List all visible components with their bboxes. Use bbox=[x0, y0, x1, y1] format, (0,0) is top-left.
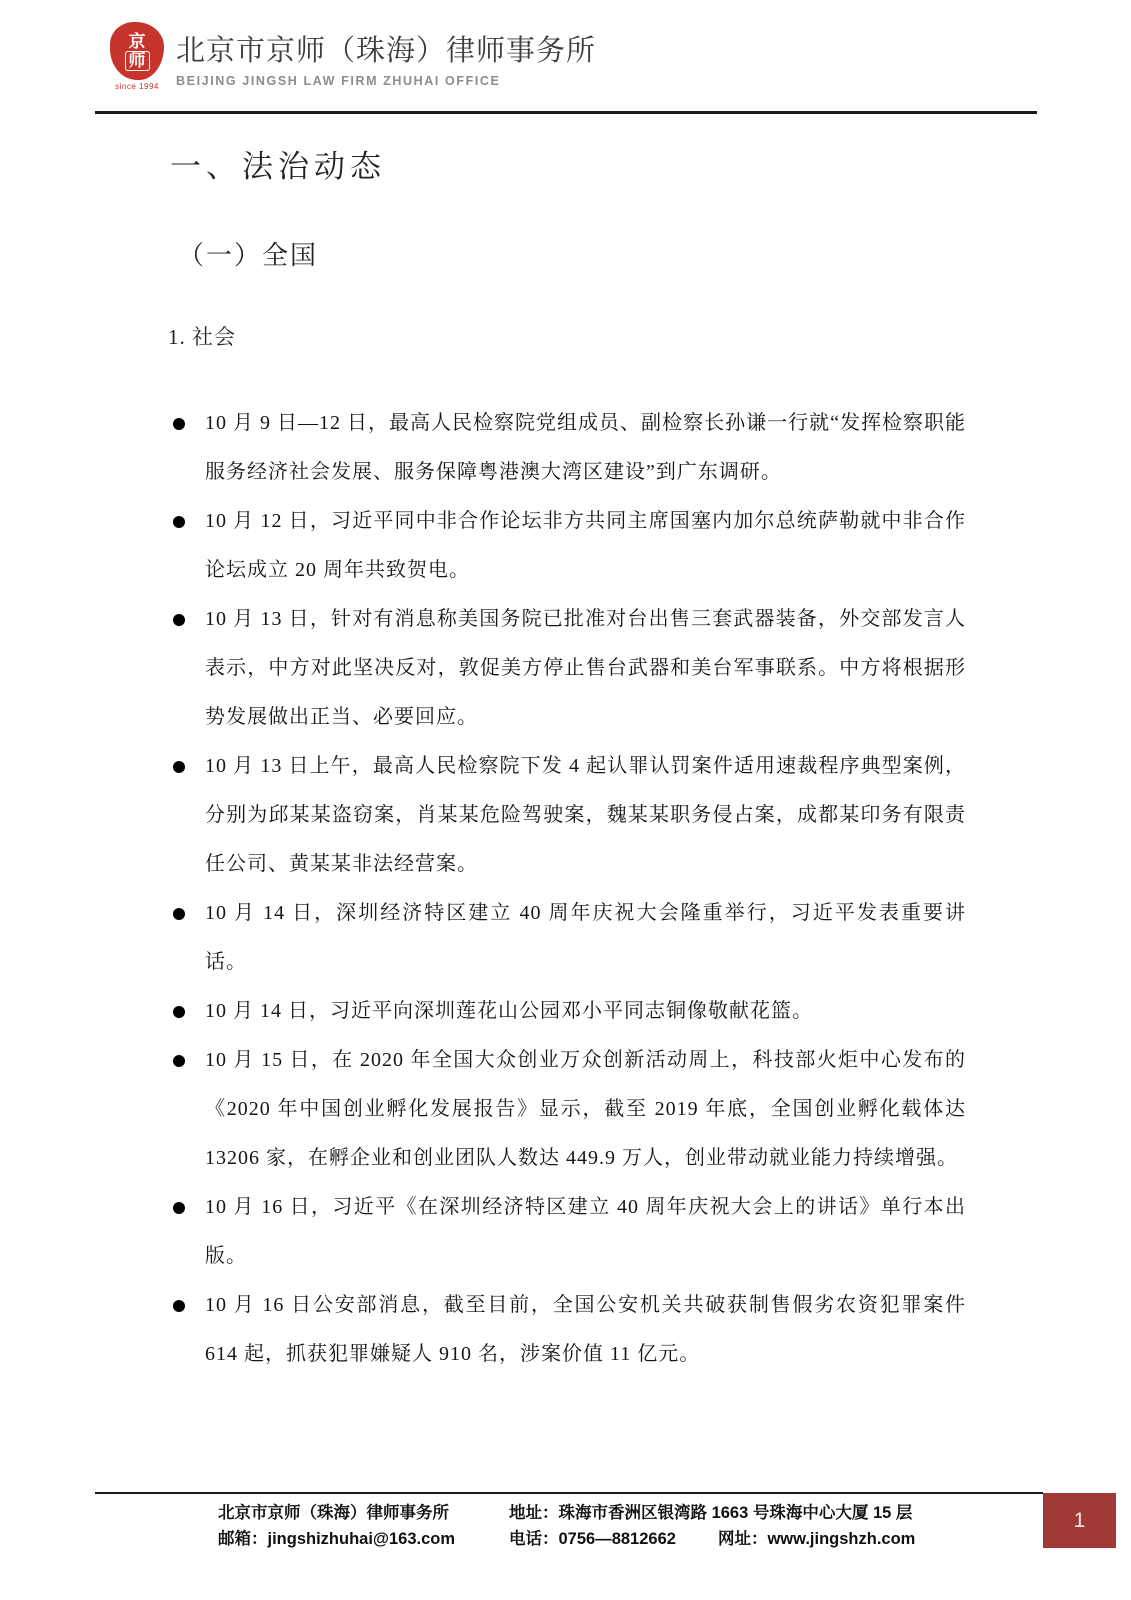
footer-firm-name: 北京市京师（珠海）律师事务所 bbox=[218, 1504, 449, 1522]
footer-divider bbox=[95, 1492, 1043, 1494]
document-body bbox=[170, 113, 966, 1379]
footer-address-line bbox=[509, 1500, 915, 1526]
footer-website-value: www.jingshzh.com bbox=[767, 1530, 916, 1548]
bullet-icon bbox=[173, 908, 185, 920]
news-item-text: 10 月 16 日公安部消息，截至目前，全国公安机关共破获制售假劣农资犯罪案件 614 起，抓获犯罪嫌疑人 910 名，涉案价值 11 亿元。 bbox=[205, 1294, 966, 1365]
news-item bbox=[170, 497, 966, 595]
firm-logo bbox=[108, 20, 166, 91]
subsection-title: （一）全国 bbox=[178, 241, 319, 270]
bullet-icon bbox=[173, 1202, 185, 1214]
firm-name-chinese: 北京市京师（珠海）律师事务所 bbox=[176, 35, 597, 67]
firm-name-english: BEIJING JINGSH LAW FIRM ZHUHAI OFFICE bbox=[176, 74, 501, 88]
news-item-text: 10 月 13 日，针对有消息称美国务院已批准对台出售三套武器装备，外交部发言人表示，中方对此坚决反对，敦促美方停止售台武器和美台军事联系。中方将根据形势发展做出正当、必要回应。 bbox=[205, 608, 966, 728]
news-item-text: 10 月 14 日，深圳经济特区建立 40 周年庆祝大会隆重举行，习近平发表重要讲话。 bbox=[205, 902, 966, 973]
page-header bbox=[108, 20, 596, 91]
footer-email-label: 邮箱： bbox=[218, 1530, 268, 1548]
footer-address-value: 珠海市香洲区银湾路 1663 号珠海中心大厦 15 层 bbox=[558, 1504, 913, 1522]
footer-contact-column bbox=[509, 1500, 915, 1552]
bullet-icon bbox=[173, 1055, 185, 1067]
news-item-text: 10 月 9 日—12 日，最高人民检察院党组成员、副检察长孙谦一行就“发挥检察职能服务经济社会发展、服务保障粤港澳大湾区建设”到广东调研。 bbox=[205, 412, 966, 483]
subsubsection-title: 1. 社会 bbox=[168, 325, 236, 349]
news-item-text: 10 月 16 日，习近平《在深圳经济特区建立 40 周年庆祝大会上的讲话》单行本出版。 bbox=[205, 1196, 966, 1267]
footer-website-label: 网址： bbox=[717, 1530, 768, 1548]
news-item bbox=[170, 399, 966, 497]
bullet-icon bbox=[173, 761, 185, 773]
footer-email-value: jingshizhuhai@163.com bbox=[267, 1530, 456, 1548]
footer-email-line bbox=[218, 1526, 455, 1552]
news-list bbox=[170, 399, 966, 1379]
news-item-text: 10 月 13 日上午，最高人民检察院下发 4 起认罪认罚案件适用速裁程序典型案例，分别为邱某某盗窃案，肖某某危险驾驶案，魏某某职务侵占案，成都某印务有限责任公司、黄某某非法经营案。 bbox=[205, 755, 966, 875]
section-title: 一、法治动态 bbox=[170, 149, 386, 184]
bullet-icon bbox=[173, 418, 185, 430]
firm-seal-icon bbox=[110, 22, 164, 80]
footer-address-label: 地址： bbox=[509, 1504, 559, 1522]
news-item bbox=[170, 987, 966, 1036]
seal-char-bottom: 师 bbox=[125, 51, 150, 71]
news-item bbox=[170, 1036, 966, 1183]
news-item bbox=[170, 1281, 966, 1379]
footer-phone-value: 0756—8812662 bbox=[558, 1530, 676, 1548]
news-item-text: 10 月 12 日，习近平同中非合作论坛非方共同主席国塞内加尔总统萨勒就中非合作论坛成立 20 周年共致贺电。 bbox=[205, 510, 966, 581]
page-number: 1 bbox=[1073, 1508, 1086, 1532]
bullet-icon bbox=[173, 1006, 185, 1018]
bullet-icon bbox=[173, 1300, 185, 1312]
news-item bbox=[170, 1183, 966, 1281]
footer-phone-label: 电话： bbox=[509, 1530, 559, 1548]
logo-since-text: since 1994 bbox=[115, 82, 159, 91]
seal-char-top: 京 bbox=[128, 31, 146, 51]
bullet-icon bbox=[173, 614, 185, 626]
footer-firm-column bbox=[218, 1500, 455, 1552]
news-item-text: 10 月 14 日，习近平向深圳莲花山公园邓小平同志铜像敬献花篮。 bbox=[205, 1000, 813, 1022]
news-item bbox=[170, 742, 966, 889]
page-number-badge bbox=[1043, 1493, 1116, 1548]
news-item-text: 10 月 15 日，在 2020 年全国大众创业万众创新活动周上，科技部火炬中心发布的《2020 年中国创业孵化发展报告》显示，截至 2019 年底，全国创业孵化载体达 13206 家，在孵企业和创业团队人数达 449.9 万人，创业带动就业能力持续增强。 bbox=[205, 1049, 966, 1169]
bullet-icon bbox=[173, 516, 185, 528]
news-item bbox=[170, 595, 966, 742]
footer-phone-line bbox=[509, 1526, 915, 1552]
firm-name-block bbox=[176, 20, 596, 88]
news-item bbox=[170, 889, 966, 987]
